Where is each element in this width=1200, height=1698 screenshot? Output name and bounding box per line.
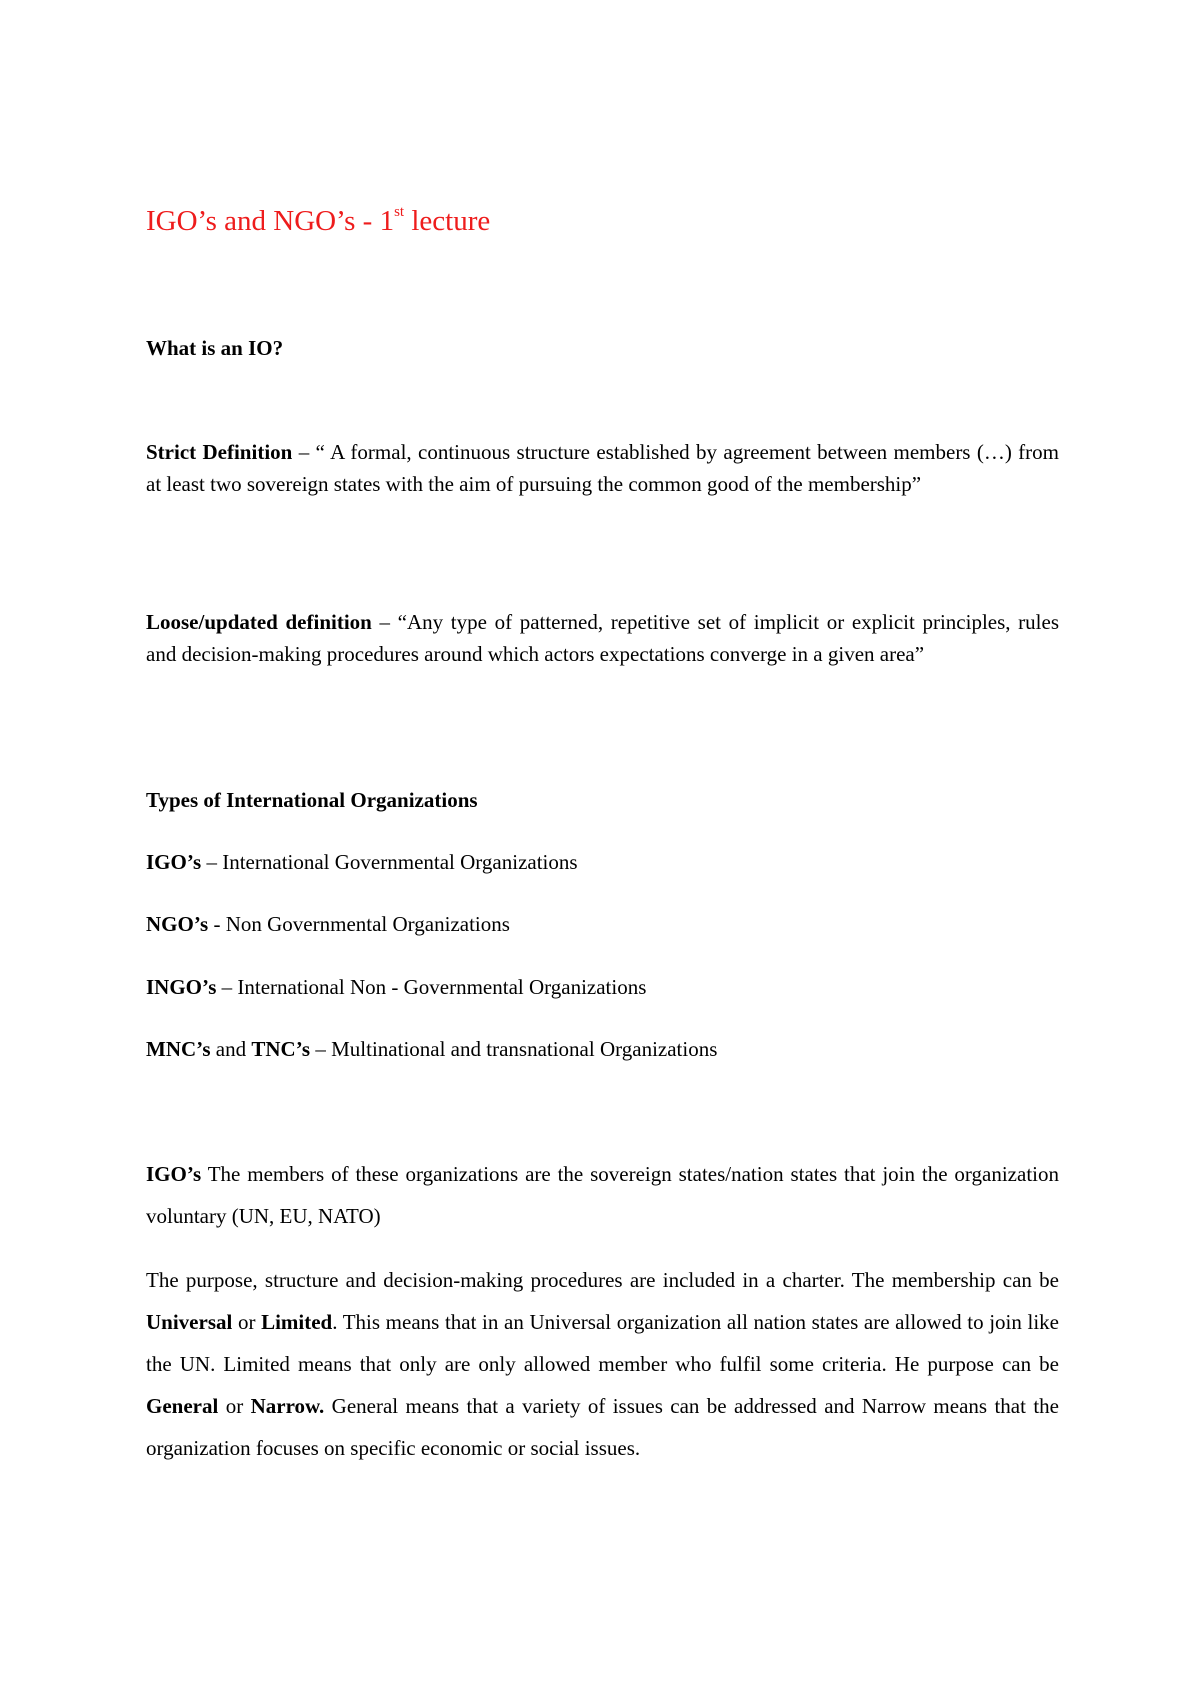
loose-definition-paragraph xyxy=(146,606,1059,670)
type-text: – International Governmental Organizations xyxy=(201,850,578,874)
purpose-text: The purpose, structure and decision-making procedures are included in a charter. The membership can be xyxy=(146,1268,1059,1292)
type-text: – International Non - Governmental Organizations xyxy=(216,975,647,999)
what-is-io-heading: What is an IO? xyxy=(146,336,284,360)
igo-paragraph xyxy=(146,1153,1059,1237)
strict-definition-text: – “ A formal, continuous structure established by agreement between members (…) from at least two sovereign states with the aim of pursuing the common good of the membership” xyxy=(146,440,1059,496)
type-text: - Non Governmental Organizations xyxy=(208,912,510,936)
purpose-text: or xyxy=(232,1310,262,1334)
igo-term: IGO’s xyxy=(146,1162,202,1186)
type-term: IGO’s xyxy=(146,850,202,874)
title-main: IGO’s and NGO’s - 1 xyxy=(146,205,395,237)
types-heading: Types of International Organizations xyxy=(146,788,478,812)
loose-definition-term: Loose/updated definition xyxy=(146,610,372,634)
narrow-term: Narrow. xyxy=(250,1394,325,1418)
type-term: INGO’s xyxy=(146,975,217,999)
type-term-a: MNC’s xyxy=(146,1037,211,1061)
type-item-mnc-tnc xyxy=(146,1037,717,1062)
loose-definition-text: – “Any type of patterned, repetitive set of implicit or explicit principles, rules and decision-making procedures around which actors expectations converge in a given area” xyxy=(146,610,1059,666)
igo-text: The members of these organizations are the sovereign states/nation states that join the organization voluntary (UN, EU, NATO) xyxy=(146,1162,1059,1228)
purpose-text: . This means that in an Universal organization all nation states are allowed to join like the UN. Limited means that only are only allowed member who fulfil some criteria. He purpose can be xyxy=(146,1310,1059,1376)
title-superscript: st xyxy=(394,204,405,220)
type-item-igo xyxy=(146,850,578,875)
purpose-text: General means that a variety of issues can be addressed and Narrow means that the organization focuses on specific economic or social issues. xyxy=(146,1394,1059,1460)
universal-term: Universal xyxy=(146,1310,233,1334)
strict-definition-paragraph xyxy=(146,436,1059,500)
type-item-ngo xyxy=(146,912,510,937)
type-joiner: and xyxy=(210,1037,252,1061)
type-term: NGO’s xyxy=(146,912,209,936)
general-term: General xyxy=(146,1394,219,1418)
type-text: – Multinational and transnational Organizations xyxy=(310,1037,718,1061)
type-term-b: TNC’s xyxy=(251,1037,311,1061)
title-suffix: lecture xyxy=(404,205,491,237)
purpose-text: or xyxy=(218,1394,251,1418)
purpose-paragraph xyxy=(146,1259,1059,1469)
type-item-ingo xyxy=(146,975,646,1000)
strict-definition-term: Strict Definition xyxy=(146,440,293,464)
limited-term: Limited xyxy=(261,1310,333,1334)
page-title xyxy=(146,204,490,239)
